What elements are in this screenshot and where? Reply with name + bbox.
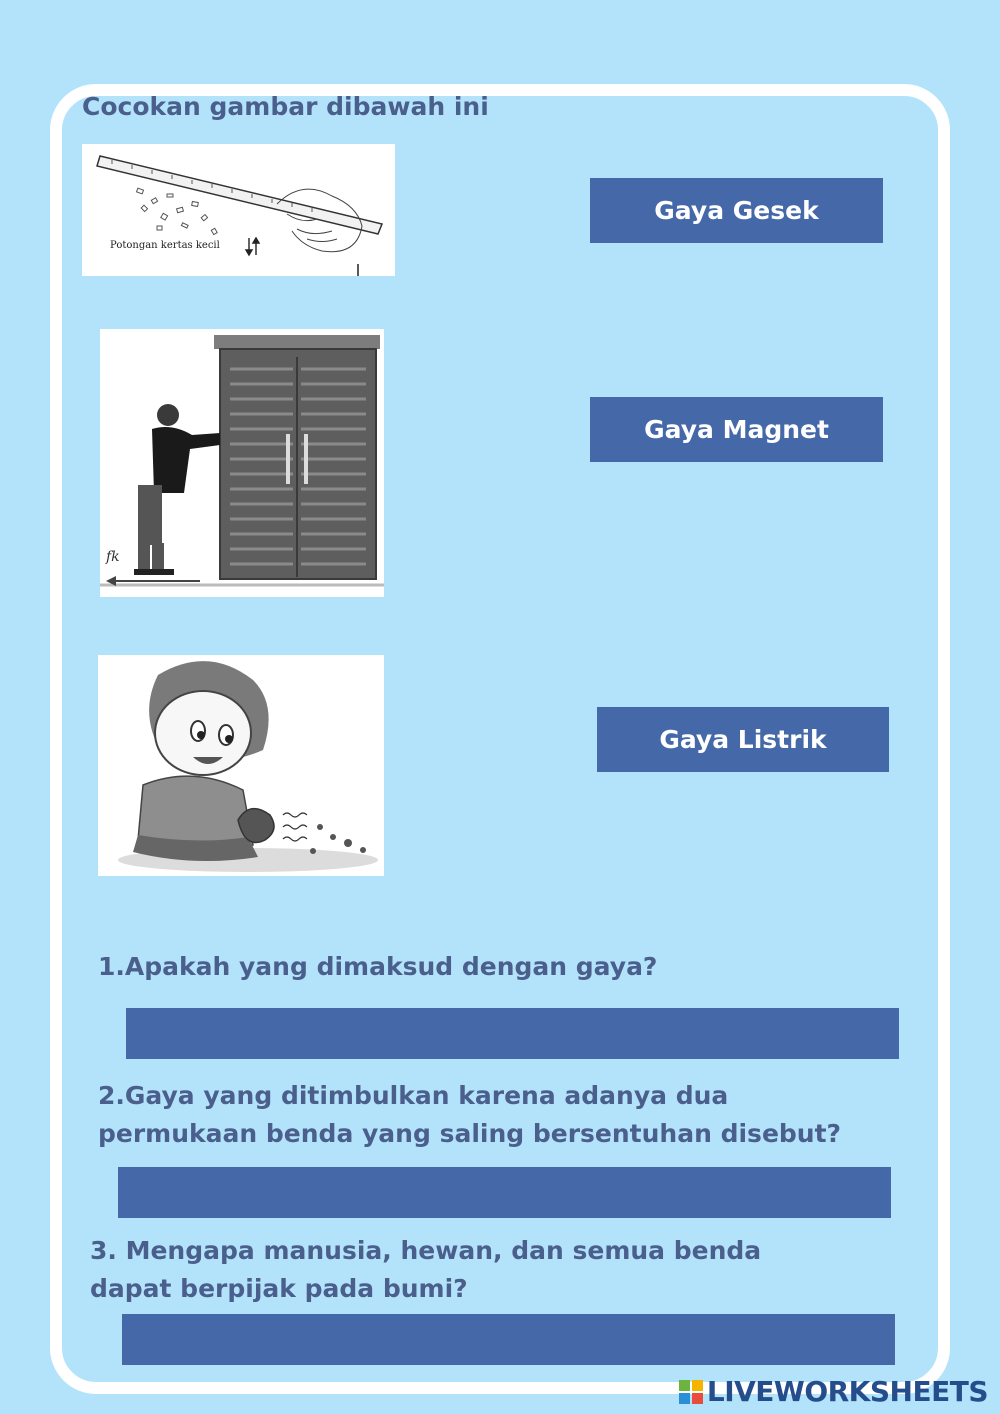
worksheet-title: Cocokan gambar dibawah ini bbox=[82, 92, 489, 121]
choice-gaya-listrik-button[interactable]: Gaya Listrik bbox=[597, 707, 889, 772]
liveworksheets-wordmark: LIVEWORKSHEETS bbox=[706, 1375, 988, 1408]
liveworksheets-logo-icon bbox=[679, 1380, 703, 1404]
friction-label: fk bbox=[106, 549, 120, 565]
pushing-cupboard-drawing bbox=[100, 329, 384, 597]
question-1-text: 1.Apakah yang dimaksud dengan gaya? bbox=[98, 952, 658, 981]
answer-2-input[interactable] bbox=[118, 1167, 891, 1218]
ruler-paper-drawing bbox=[82, 144, 395, 276]
ruler-caption: Potongan kertas kecil bbox=[110, 240, 220, 251]
choice-gaya-gesek-button[interactable]: Gaya Gesek bbox=[590, 178, 883, 243]
choice-gaya-magnet-button[interactable]: Gaya Magnet bbox=[590, 397, 883, 462]
magnet-girl-image[interactable] bbox=[98, 655, 384, 876]
answer-1-input[interactable] bbox=[126, 1008, 899, 1059]
magnet-girl-drawing bbox=[98, 655, 384, 876]
question-2-text: 2.Gaya yang ditimbulkan karena adanya dua permukaan benda yang saling bersentuhan disebut? bbox=[98, 1081, 842, 1148]
question-3-text: 3. Mengapa manusia, hewan, dan semua benda dapat berpijak pada bumi? bbox=[90, 1236, 762, 1303]
answer-3-input[interactable] bbox=[122, 1314, 895, 1365]
liveworksheets-brand[interactable] bbox=[679, 1375, 988, 1408]
ruler-paper-image[interactable] bbox=[82, 144, 395, 276]
pushing-cupboard-image[interactable] bbox=[100, 329, 384, 597]
